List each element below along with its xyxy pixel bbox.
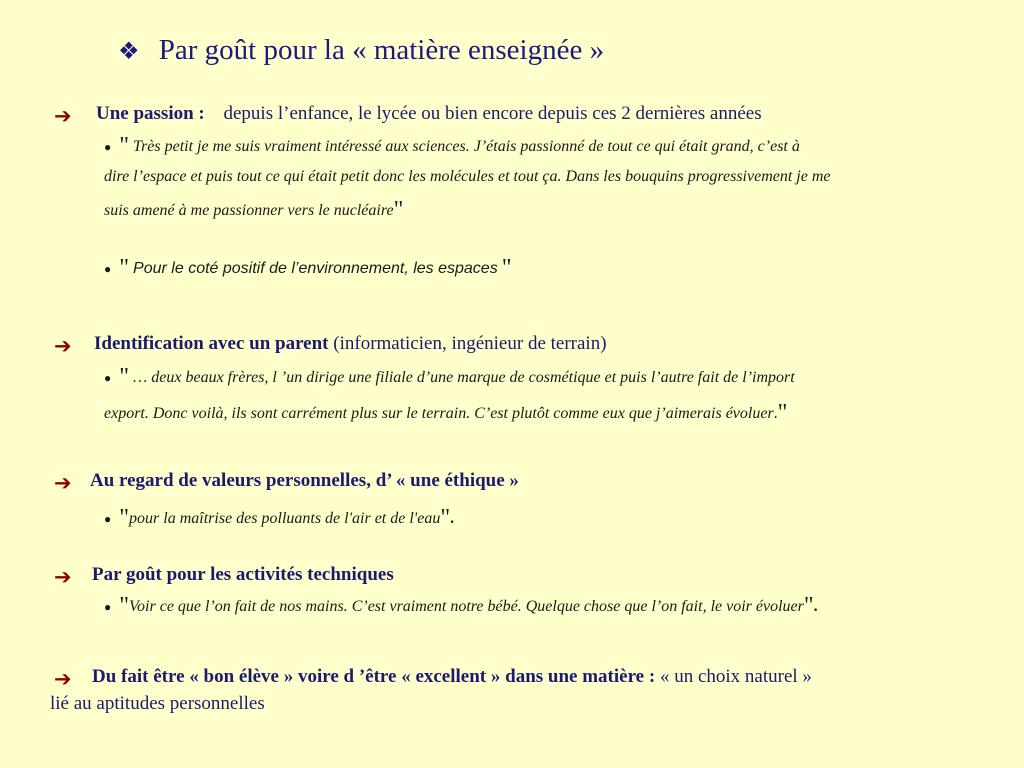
quote-trailing-period: . <box>773 405 778 423</box>
diamond-bullet-icon: ❖ <box>118 39 140 65</box>
arrow-right-icon: ➔ <box>54 104 72 128</box>
quote-line: Très petit je me suis vraiment intéressé aux sciences. J’étais passionné de tout ce qui était grand, c’est à <box>133 138 800 155</box>
bullet-icon: ● <box>104 512 112 527</box>
section-heading-bon-eleve-continuation: lié au aptitudes personnelles <box>50 693 265 714</box>
quote-line: pour la maîtrise des polluants de l'air et de l'eau <box>129 510 441 527</box>
quote-line: dire l’espace et puis tout ce qui était petit donc les molécules et tout ça. Dans les bouquins progressivement je me <box>104 168 831 186</box>
quote-line: Voir ce que l’on fait de nos mains. C’est vraiment notre bébé. Quelque chose que l’on fait, le voir évoluer <box>129 598 804 615</box>
open-quote-mark: " <box>119 593 130 619</box>
close-quote-mark: " <box>777 400 788 427</box>
section-heading-ethique <box>90 470 519 492</box>
section-heading-identification-label: Identification avec un parent <box>94 333 329 354</box>
arrow-right-icon: ➔ <box>54 471 72 495</box>
quote-trailing-period: . <box>450 510 455 527</box>
quote-passion-sciences <box>104 132 1016 226</box>
quote-environnement <box>104 254 1016 284</box>
section-heading-passion <box>96 103 762 125</box>
quote-line: export. Donc voilà, ils sont carrément plus sur le terrain. C’est plutôt comme eux que j’aimerais évoluer <box>104 405 774 423</box>
quote-mains <box>104 592 1016 622</box>
section-heading-bon-eleve-detail: « un choix naturel » <box>659 666 812 687</box>
open-quote-mark: " <box>119 364 130 390</box>
close-quote-mark: " <box>501 255 512 281</box>
slide-title <box>118 34 604 67</box>
arrow-right-icon: ➔ <box>54 334 72 358</box>
section-heading-bon-eleve <box>92 666 812 688</box>
bullet-icon: ● <box>104 140 112 155</box>
quote-trailing-period: . <box>813 598 818 615</box>
quote-line: Pour le coté positif de l’environnement, les espaces <box>133 260 498 277</box>
close-quote-mark: " <box>803 593 814 619</box>
bullet-icon: ● <box>104 262 112 277</box>
close-quote-mark: " <box>393 197 404 224</box>
section-heading-passion-label: Une passion : <box>96 103 205 124</box>
close-quote-mark: " <box>440 505 451 531</box>
open-quote-mark: " <box>119 133 130 159</box>
open-quote-mark: " <box>119 505 130 531</box>
quote-line: … deux beaux frères, l ’un dirige une filiale d’une marque de cosmétique et puis l’autre fait de l’import <box>133 369 795 386</box>
bullet-icon: ● <box>104 600 112 615</box>
section-heading-bon-eleve-label: Du fait être « bon élève » voire d ’être « excellent » dans une matière : <box>92 666 656 687</box>
slide-title-text: Par goût pour la « matière enseignée » <box>158 34 605 66</box>
quote-polluants <box>104 504 1016 534</box>
quote-line: suis amené à me passionner vers le nucléaire <box>104 202 394 220</box>
arrow-right-icon: ➔ <box>54 667 72 691</box>
quote-beaux-freres <box>104 360 1016 432</box>
open-quote-mark: " <box>119 255 130 281</box>
section-heading-identification <box>94 333 607 355</box>
section-heading-identification-detail: (informaticien, ingénieur de terrain) <box>333 333 607 354</box>
section-heading-techniques <box>92 564 394 586</box>
section-heading-ethique-label: Au regard de valeurs personnelles, d’ « une éthique » <box>90 470 519 491</box>
bullet-icon: ● <box>104 371 112 386</box>
section-heading-techniques-label: Par goût pour les activités techniques <box>92 564 394 585</box>
section-heading-passion-detail: depuis l’enfance, le lycée ou bien encore depuis ces 2 dernières années <box>223 103 762 124</box>
arrow-right-icon: ➔ <box>54 565 72 589</box>
